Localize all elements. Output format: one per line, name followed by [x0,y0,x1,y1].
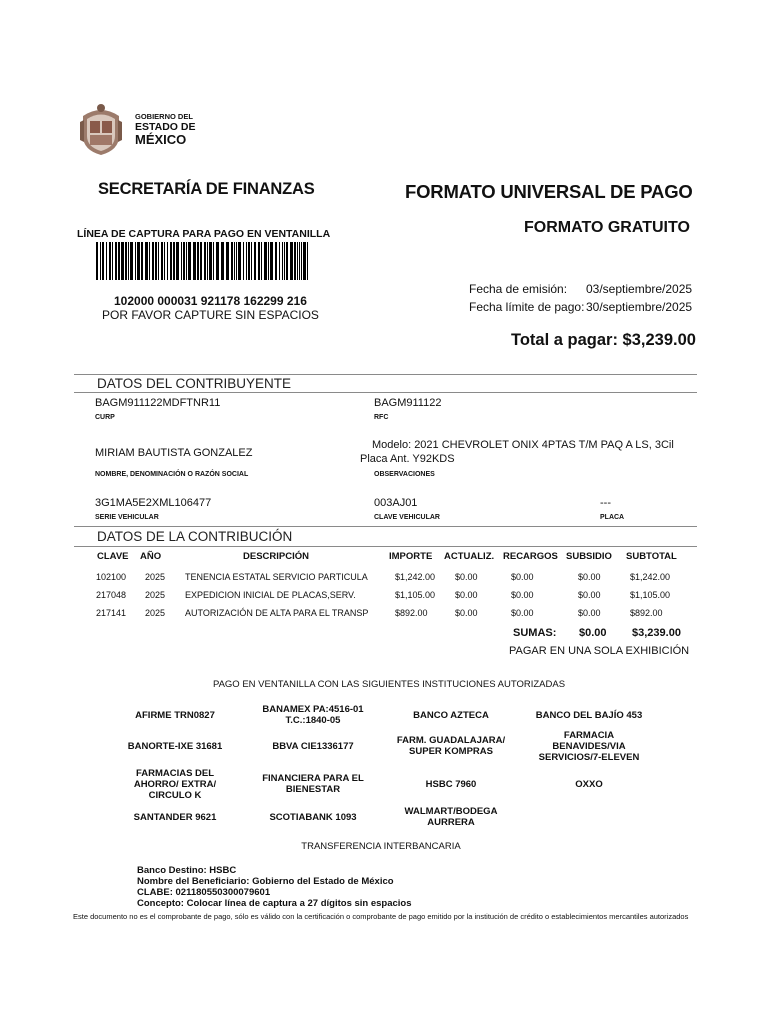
institucion-line: CIRCULO K [148,789,202,801]
table-cell: $0.00 [455,590,478,600]
institucion-line: BIENESTAR [285,784,341,795]
fecha-limite-value: 30/septiembre/2025 [586,300,693,314]
institucion-line: AHORRO/ EXTRA/ [133,778,217,790]
clave-vehicular-value: 003AJ01 [374,497,418,509]
col-header-clave: CLAVE [97,551,129,562]
table-cell: $1,242.00 [630,572,671,582]
table-cell: $1,105.00 [395,590,436,600]
table-cell: AUTORIZACIÓN DE ALTA PARA EL TRANSP [185,608,369,618]
col-header-anio: AÑO [140,551,162,562]
barcode-image [96,242,310,280]
section-divider [74,526,697,527]
nombre-value: MIRIAM BAUTISTA GONZALEZ [95,447,253,459]
col-header-importe: IMPORTE [389,551,433,562]
institucion-item [115,812,235,823]
gobierno-line-2: ESTADO DE [135,121,196,133]
institucion-item [529,710,649,721]
institucion-item [391,806,511,828]
table-cell: $0.00 [578,572,601,582]
institucion-line: FARMACIAS DEL [135,767,215,779]
table-cell: $1,105.00 [630,590,671,600]
observaciones-line-2: Placa Ant. Y92KDS [360,453,455,465]
observaciones-line-1: Modelo: 2021 CHEVROLET ONIX 4PTAS T/M PAQ A LS, 3Cil [372,439,674,451]
table-cell: 217048 [96,590,127,600]
estado-de-mexico-coat-of-arms-logo [78,102,124,156]
clave-vehicular-label: CLAVE VEHICULAR [374,514,440,521]
institucion-item [253,741,373,752]
table-cell: $0.00 [455,608,478,618]
table-cell: $0.00 [578,608,601,618]
table-cell: EXPEDICION INICIAL DE PLACAS,SERV. [185,590,356,600]
institucion-line: OXXO [575,778,603,790]
institucion-line: BANORTE-IXE 31681 [127,740,223,752]
institucion-line: T.C.:1840-05 [285,715,341,726]
institucion-item [391,779,511,790]
col-header-descripcion: DESCRIPCIÓN [243,551,309,562]
institucion-item [391,710,511,721]
fecha-emision-value: 03/septiembre/2025 [586,282,693,296]
observaciones-label: OBSERVACIONES [374,471,435,478]
formato-gratuito-label: FORMATO GRATUITO [524,219,690,236]
institucion-line: BANCO AZTECA [413,709,489,721]
institucion-item [253,773,373,795]
fecha-limite-label: Fecha límite de pago: [469,300,585,314]
fecha-emision-label: Fecha de emisión: [469,282,568,296]
institucion-item [115,768,235,801]
institucion-line: FARMACIA [563,729,615,741]
section-divider [74,546,697,547]
capture-instruction: POR FAVOR CAPTURE SIN ESPACIOS [102,308,319,322]
sumas-total: $3,239.00 [632,627,681,639]
linea-captura-number: 102000 000031 921178 162299 216 [114,294,307,308]
institucion-line: BANAMEX PA:4516-01 [262,704,364,715]
section-divider [74,392,697,393]
section-divider [74,374,697,375]
institucion-line: SERVICIOS/7-ELEVEN [538,751,640,763]
banco-destino: Banco Destino: HSBC [137,865,237,876]
table-cell: $0.00 [511,572,534,582]
table-cell: $892.00 [630,608,663,618]
instituciones-title: PAGO EN VENTANILLA CON LAS SIGUIENTES INSTITUCIONES AUTORIZADAS [212,679,566,690]
institucion-item [529,730,649,763]
table-cell: 2025 [145,572,166,582]
institucion-item [529,779,649,790]
contribuyente-section-title: DATOS DEL CONTRIBUYENTE [97,376,292,391]
institucion-item [115,741,235,752]
gobierno-line-3: MÉXICO [135,132,187,147]
table-cell: $1,242.00 [395,572,436,582]
gobierno-line-1: GOBIERNO DEL [135,112,193,121]
institucion-line: SANTANDER 9621 [133,811,217,823]
institucion-line: WALMART/BODEGA [404,806,498,817]
sola-exhibicion-note: PAGAR EN UNA SOLA EXHIBICIÓN [509,645,690,657]
sumas-subsidio: $0.00 [579,627,607,639]
curp-value: BAGM911122MDFTNR11 [95,397,221,409]
table-cell: 2025 [145,590,166,600]
institucion-line: BENAVIDES/VIA [552,740,626,752]
disclaimer-text: Este documento no es el comprobante de pago, sólo es válido con la certificación o comprobante de pago emitido por la institución de crédito o establecimientos mercantiles autorizados [73,912,689,921]
institucion-line: AFIRME TRN0827 [135,709,215,721]
col-header-recargos: RECARGOS [503,551,558,562]
institucion-line: FARM. GUADALAJARA/ [396,735,506,746]
transferencia-title: TRANSFERENCIA INTERBANCARIA [301,841,461,852]
table-cell: $0.00 [455,572,478,582]
col-header-subsidio: SUBSIDIO [566,551,612,562]
concepto: Concepto: Colocar línea de captura a 27 dígitos sin espacios [137,898,412,909]
rfc-value: BAGM911122 [374,397,442,409]
institucion-line: SCOTIABANK 1093 [269,811,357,823]
table-cell: $892.00 [395,608,428,618]
table-cell: 2025 [145,608,166,618]
institucion-line: AURRERA [427,817,475,828]
table-cell: 102100 [96,572,127,582]
institucion-line: BANCO DEL BAJÍO 453 [535,709,643,721]
table-cell: 217141 [96,608,127,618]
beneficiario: Nombre del Beneficiario: Gobierno del Estado de México [137,876,394,887]
total-a-pagar: Total a pagar: $3,239.00 [511,331,696,349]
serie-vehicular-value: 3G1MA5E2XML106477 [95,497,212,509]
table-cell: $0.00 [511,590,534,600]
formato-universal-title: FORMATO UNIVERSAL DE PAGO [405,181,693,202]
institucion-item [253,812,373,823]
placa-value: --- [600,497,611,509]
table-cell: $0.00 [578,590,601,600]
secretaria-title: SECRETARÍA DE FINANZAS [98,180,315,198]
institucion-item [391,735,511,757]
table-cell: TENENCIA ESTATAL SERVICIO PARTICULA [185,572,368,582]
nombre-label: NOMBRE, DENOMINACIÓN O RAZÓN SOCIAL [95,471,249,478]
sumas-label: SUMAS: [513,627,557,639]
curp-label: CURP [95,414,115,421]
rfc-label: RFC [374,414,389,421]
col-header-subtotal: SUBTOTAL [626,551,677,562]
institucion-item [115,710,235,721]
clabe: CLABE: 021180550300079601 [137,887,271,898]
serie-vehicular-label: SERIE VEHICULAR [95,514,159,521]
institucion-line: HSBC 7960 [425,778,477,790]
col-header-actualiz: ACTUALIZ. [444,551,495,562]
institucion-line: BBVA CIE1336177 [272,740,354,752]
linea-captura-title: LÍNEA DE CAPTURA PARA PAGO EN VENTANILLA [77,228,331,240]
institucion-line: FINANCIERA PARA EL [262,773,364,784]
table-cell: $0.00 [511,608,534,618]
institucion-item [253,704,373,726]
placa-label: PLACA [600,514,625,521]
institucion-line: SUPER KOMPRAS [409,746,493,757]
contribucion-section-title: DATOS DE LA CONTRIBUCIÓN [97,529,293,544]
